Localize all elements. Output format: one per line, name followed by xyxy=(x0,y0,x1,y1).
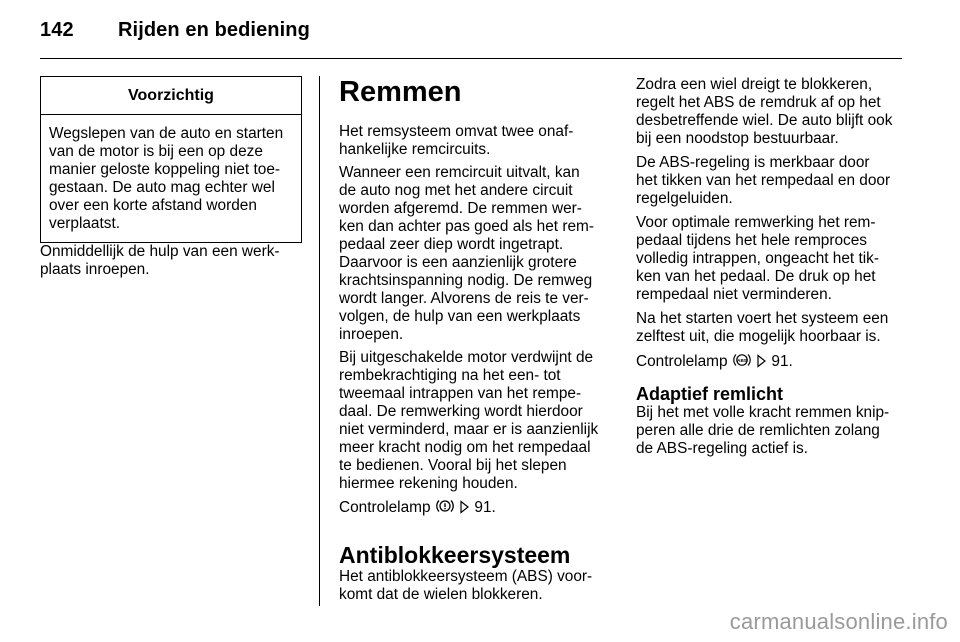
text-line: komt dat de wielen blokkeren. xyxy=(339,586,543,603)
text-line: daal. De remwerking wordt hierdoor xyxy=(339,403,583,420)
text-line: hiermee rekening houden. xyxy=(339,475,518,492)
caution-box xyxy=(40,76,302,243)
section-heading: Antiblokkeersysteem xyxy=(339,542,571,568)
paragraph xyxy=(636,76,902,148)
abs-lamp-reference xyxy=(636,352,902,371)
paragraph xyxy=(339,123,603,159)
svg-text:ABS: ABS xyxy=(736,357,747,363)
text-line: bij een noodstop bestuurbaar. xyxy=(636,130,839,147)
page-number: 142 xyxy=(40,19,74,41)
text-line: pedaal tijdens het hele remproces xyxy=(636,232,868,249)
text-line: te bedienen. Vooral bij het slepen xyxy=(339,457,567,474)
text-line: Zodra een wiel dreigt te blokkeren, xyxy=(636,76,873,93)
text-line: regelgeluiden. xyxy=(636,190,733,207)
text-line: Controlelamp xyxy=(636,353,728,370)
section-title: Rijden en bediening xyxy=(118,19,310,41)
text-line: Onmiddellijk de hulp van een werk- xyxy=(40,243,280,260)
header-rule xyxy=(40,58,902,59)
paragraph xyxy=(339,164,603,344)
text-line: regelt het ABS de remdruk af op het xyxy=(636,94,881,111)
column-2 xyxy=(339,76,603,604)
text-line: hankelijke remcircuits. xyxy=(339,141,491,158)
text-line: Na het starten voert het systeem een xyxy=(636,310,889,327)
page-reference-icon xyxy=(459,500,470,514)
text-line: Daarvoor is een aanzienlijk grotere xyxy=(339,254,577,271)
paragraph xyxy=(636,214,902,304)
text-line: tweemaal intrappen van het rempe- xyxy=(339,385,582,402)
page-reference-number: 91. xyxy=(771,353,793,370)
paragraph xyxy=(636,404,902,458)
text-line: worden afgeremd. De remmen wer- xyxy=(339,200,582,217)
section-heading: Remmen xyxy=(339,76,462,108)
text-line: niet verminderd, maar er is aanzienlijk xyxy=(339,421,599,438)
text-line: van de motor is bij een op deze xyxy=(49,143,263,160)
text-line: de auto nog met het andere circuit xyxy=(339,182,573,199)
text-line: meer kracht nodig om het rempedaal xyxy=(339,439,591,456)
text-line: Het antiblokkeersysteem (ABS) voor- xyxy=(339,568,593,585)
text-line: pedaal zeer diep wordt ingetrapt. xyxy=(339,236,564,253)
text-line: de ABS-regeling actief is. xyxy=(636,440,808,457)
text-line: zelftest uit, die mogelijk hoorbaar is. xyxy=(636,328,881,345)
paragraph xyxy=(636,154,902,208)
page-header xyxy=(40,19,310,42)
text-line: rembekrachtiging na het een- tot xyxy=(339,367,561,384)
watermark: carmanualsonline.info xyxy=(729,609,948,634)
text-line: Bij het met volle kracht remmen knip- xyxy=(636,404,890,421)
abs-warning-icon xyxy=(732,352,752,368)
text-line: inroepen. xyxy=(339,326,404,343)
paragraph xyxy=(339,349,603,493)
text-line: Het remsysteem omvat twee onaf- xyxy=(339,123,574,140)
caution-title: Voorzichtig xyxy=(41,77,301,115)
text-line: ken dan achter pas goed als het rem- xyxy=(339,218,594,235)
text-line: volgen, de hulp van een werkplaats xyxy=(339,308,581,325)
text-line: De ABS-regeling is merkbaar door xyxy=(636,154,870,171)
text-line: Voor optimale remwerking het rem- xyxy=(636,214,876,231)
text-line: verplaatst. xyxy=(49,215,121,232)
text-line: desbetreffende wiel. De auto blijft ook xyxy=(636,112,893,129)
text-line: Wanneer een remcircuit uitvalt, kan xyxy=(339,164,580,181)
text-line: peren alle drie de remlichten zolang xyxy=(636,422,880,439)
text-line: Wegslepen van de auto en starten xyxy=(49,125,284,142)
column-divider xyxy=(319,76,320,606)
page-reference-icon xyxy=(756,354,767,368)
text-line: krachtsinspanning nodig. De remweg xyxy=(339,272,593,289)
text-line: Bij uitgeschakelde motor verdwijnt de xyxy=(339,349,594,366)
brake-warning-icon xyxy=(435,498,455,514)
paragraph xyxy=(636,310,902,346)
text-line: plaats inroepen. xyxy=(40,261,150,278)
paragraph xyxy=(40,243,302,279)
warning-lamp-reference xyxy=(339,498,603,517)
text-line: Controlelamp xyxy=(339,499,431,516)
text-line: rempedaal niet verminderen. xyxy=(636,286,832,303)
text-line: manier geloste koppeling niet toe- xyxy=(49,161,281,178)
text-line: wordt langer. Alvorens de reis te ver- xyxy=(339,290,589,307)
text-line: gestaan. De auto mag echter wel xyxy=(49,179,275,196)
text-line: het tikken van het rempedaal en door xyxy=(636,172,891,189)
text-line: volledig intrappen, ongeacht het tik- xyxy=(636,250,879,267)
column-1 xyxy=(40,76,302,279)
text-line: ken van het pedaal. De druk op het xyxy=(636,268,876,285)
caution-text xyxy=(41,115,301,242)
text-line: over een korte afstand worden xyxy=(49,197,257,214)
section-heading: Adaptief remlicht xyxy=(636,384,784,404)
column-3 xyxy=(636,76,902,458)
page-reference-number: 91. xyxy=(474,499,496,516)
paragraph xyxy=(339,568,603,604)
